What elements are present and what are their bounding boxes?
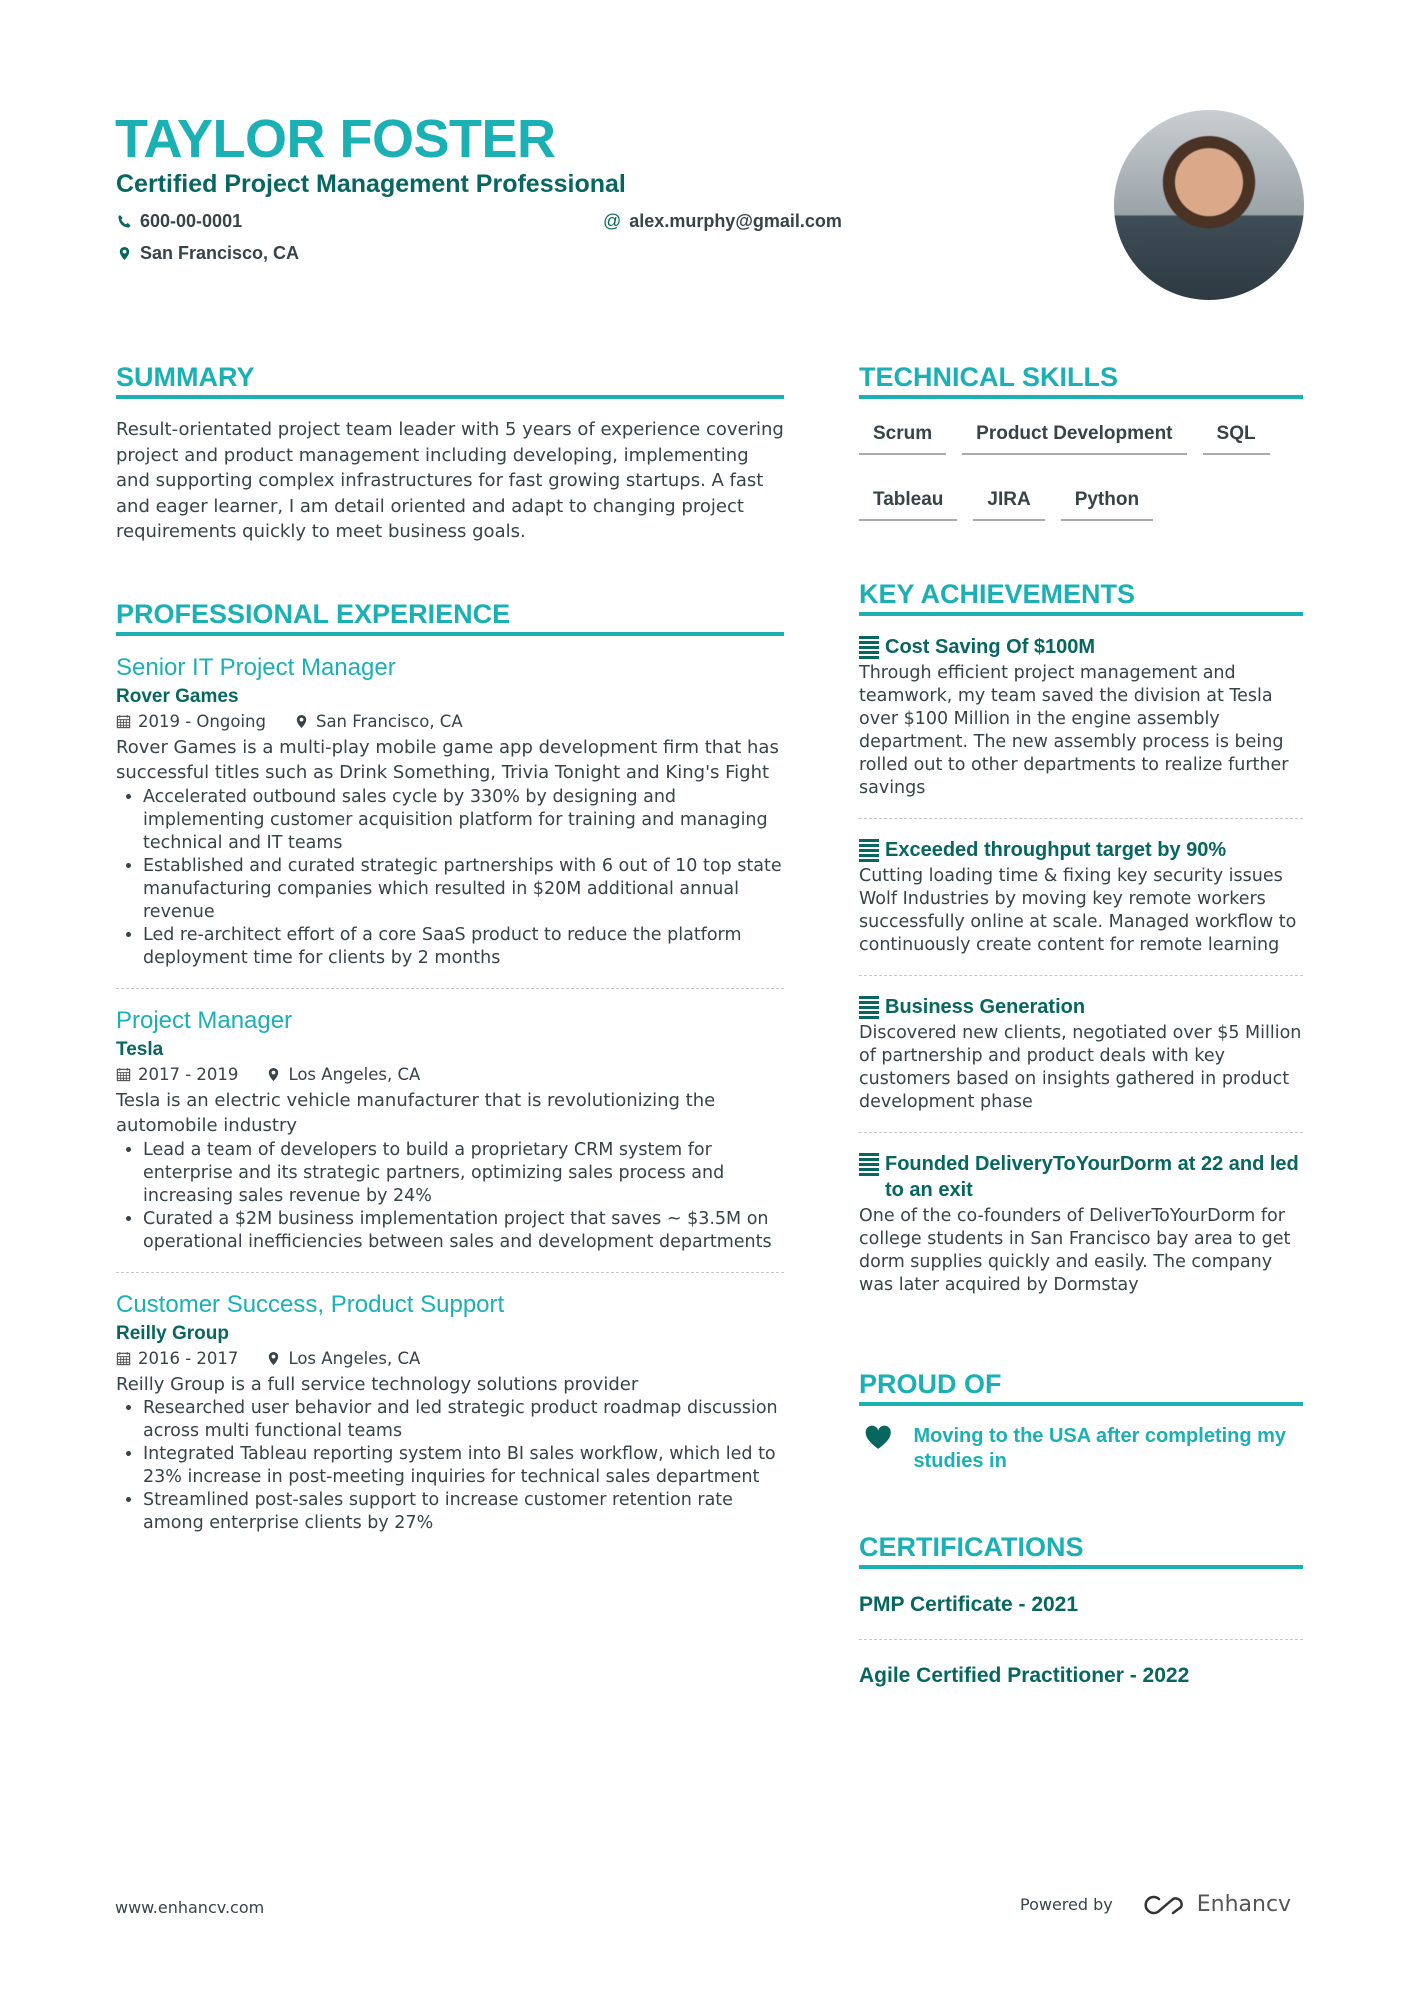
achievement-text: One of the co-founders of DeliverToYourDorm for college students in San Francisco bay area to get dorm supplies quickly and easily. The company was later acquired by Dormstay (859, 1206, 1291, 1295)
skill-tag: Python (1061, 483, 1153, 521)
job-bullet: • Lead a team of developers to build a proprietary CRM system for enterprise and its strategic partners, optimizing sales process and increasing sales revenue by 24% (143, 1139, 784, 1208)
phone: 600-00-0001 (117, 211, 242, 232)
heart-icon (865, 1424, 891, 1452)
achievement-title: Cost Saving Of $100M (885, 636, 1096, 658)
job-dates: 2019 - Ongoing (138, 711, 266, 731)
certifications-heading: CERTIFICATIONS (859, 1532, 1303, 1569)
job-bullets (116, 786, 784, 970)
footer-brand: Powered by Enhancv (1020, 1892, 1292, 1917)
job-entry (116, 1291, 784, 1554)
location-pin-icon (294, 714, 309, 729)
skill-tag: Tableau (859, 483, 957, 521)
job-description: Rover Games is a multi-play mobile game app development firm that has successful titles such as Drink Something, Trivia Tonight and King's Fight (116, 736, 779, 783)
job-meta (116, 1349, 784, 1368)
left-column (116, 362, 784, 1607)
certification-item: Agile Certified Practitioner - 2022 (859, 1664, 1190, 1687)
job-bullet: • Researched user behavior and led strategic product roadmap discussion across multi functional teams (143, 1397, 784, 1443)
job-location: Los Angeles, CA (288, 1064, 421, 1084)
enhancv-logo-icon (1139, 1893, 1187, 1917)
email[interactable]: @ alex.murphy@gmail.com (603, 211, 842, 231)
job-bullet: • Accelerated outbound sales cycle by 330% by designing and implementing customer acquisition platform for training and managing technical and IT teams (143, 786, 784, 855)
skills-section (859, 362, 1303, 533)
job-bullet: • Led re-architect effort of a core SaaS product to reduce the platform deployment time for clients by 2 months (143, 924, 784, 970)
job-dates: 2017 - 2019 (138, 1064, 239, 1084)
achievement-title: Exceeded throughput target by 90% (885, 839, 1227, 861)
calendar-icon (116, 714, 131, 729)
achievements-section (859, 579, 1303, 1315)
right-column (859, 362, 1303, 1764)
job-location: San Francisco, CA (315, 711, 463, 731)
list-icon (859, 1153, 879, 1177)
skill-tag: Product Development (962, 417, 1186, 455)
job-company: Rover Games (116, 685, 239, 707)
job-bullet: • Curated a $2M business implementation project that saves ~ $3.5M on operational inefficiencies between sales and development departments (143, 1208, 784, 1254)
calendar-icon (116, 1351, 131, 1366)
proud-section (859, 1369, 1303, 1474)
achievement-text: Discovered new clients, negotiated over $5 Million of partnership and product deals with key customers based on insights gathered in product development phase (859, 1023, 1302, 1112)
skill-tag: Scrum (859, 417, 946, 455)
job-description: Tesla is an electric vehicle manufacturer that is revolutionizing the automobile industry (116, 1089, 716, 1136)
candidate-name: TAYLOR FOSTER (115, 109, 556, 169)
certification-item: PMP Certificate - 2021 (859, 1587, 1303, 1640)
achievement-title: Business Generation (885, 996, 1086, 1018)
experience-section (116, 599, 784, 1554)
candidate-title: Certified Project Management Professional (116, 170, 626, 198)
footer-website[interactable]: www.enhancv.com (115, 1898, 265, 1917)
job-dates: 2016 - 2017 (138, 1348, 239, 1368)
job-bullet: • Integrated Tableau reporting system into BI sales workflow, which led to 23% increase in post-meeting inquiries for technical sales department (143, 1443, 784, 1489)
achievement-text: Cutting loading time & fixing key security issues Wolf Industries by moving key remote workers successfully online at scale. Managed workflow to continuously create content for remote learning (859, 866, 1297, 955)
job-location: Los Angeles, CA (288, 1348, 421, 1368)
skills-heading: TECHNICAL SKILLS (859, 362, 1303, 399)
location-pin-icon (266, 1351, 281, 1366)
achievement-item (859, 994, 1303, 1133)
job-role: Customer Success, Product Support (116, 1290, 505, 1318)
job-bullet: • Streamlined post-sales support to increase customer retention rate among enterprise clients by 27% (143, 1489, 784, 1535)
achievement-title: Founded DeliveryToYourDorm at 22 and led to an exit (885, 1153, 1299, 1201)
location-pin-icon (117, 246, 132, 261)
job-bullets (116, 1397, 784, 1535)
summary-heading: SUMMARY (116, 362, 784, 399)
proud-heading: PROUD OF (859, 1369, 1303, 1406)
achievement-item (859, 837, 1303, 976)
phone-icon (117, 214, 132, 229)
job-description: Reilly Group is a full service technology solutions provider (116, 1373, 639, 1395)
achievement-item (859, 634, 1303, 819)
at-icon: @ (603, 211, 622, 231)
job-company: Tesla (116, 1038, 164, 1060)
skill-tag: SQL (1203, 417, 1270, 455)
achievement-item (859, 1151, 1303, 1315)
experience-heading: PROFESSIONAL EXPERIENCE (116, 599, 784, 636)
job-role: Project Manager (116, 1006, 293, 1034)
job-role: Senior IT Project Manager (116, 653, 396, 681)
location-pin-icon (266, 1067, 281, 1082)
calendar-icon (116, 1067, 131, 1082)
job-bullets (116, 1139, 784, 1254)
proud-item: Moving to the USA after completing my studies in (859, 1424, 1303, 1474)
job-entry (116, 654, 784, 989)
list-icon (859, 636, 879, 660)
job-entry (116, 1007, 784, 1273)
job-meta (116, 1065, 784, 1084)
certifications-section (859, 1532, 1303, 1710)
location: San Francisco, CA (117, 243, 299, 264)
job-bullet: • Established and curated strategic partnerships with 6 out of 10 top state manufacturing companies which resulted in $20M additional annual revenue (143, 855, 784, 924)
list-icon (859, 996, 879, 1020)
summary-section (116, 362, 784, 545)
job-meta (116, 712, 784, 731)
profile-photo (1114, 110, 1304, 300)
skill-tag: JIRA (973, 483, 1044, 521)
achievements-heading: KEY ACHIEVEMENTS (859, 579, 1303, 616)
job-company: Reilly Group (116, 1322, 229, 1344)
achievement-text: Through efficient project management and teamwork, my team saved the division at Tesla over $100 Million in the engine assembly department. The new assembly process is being rolled out to other departments to realize further savings (859, 663, 1289, 798)
list-icon (859, 839, 879, 863)
enhancv-logo: Enhancv (1139, 1892, 1291, 1917)
summary-text: Result-orientated project team leader with 5 years of experience covering project and product management including developing, implementing and supporting complex infrastructures for fast growing startups. A fast and eager learner, I am detail oriented and adapt to changing project requirements quickly to meet business goals. (116, 419, 784, 542)
